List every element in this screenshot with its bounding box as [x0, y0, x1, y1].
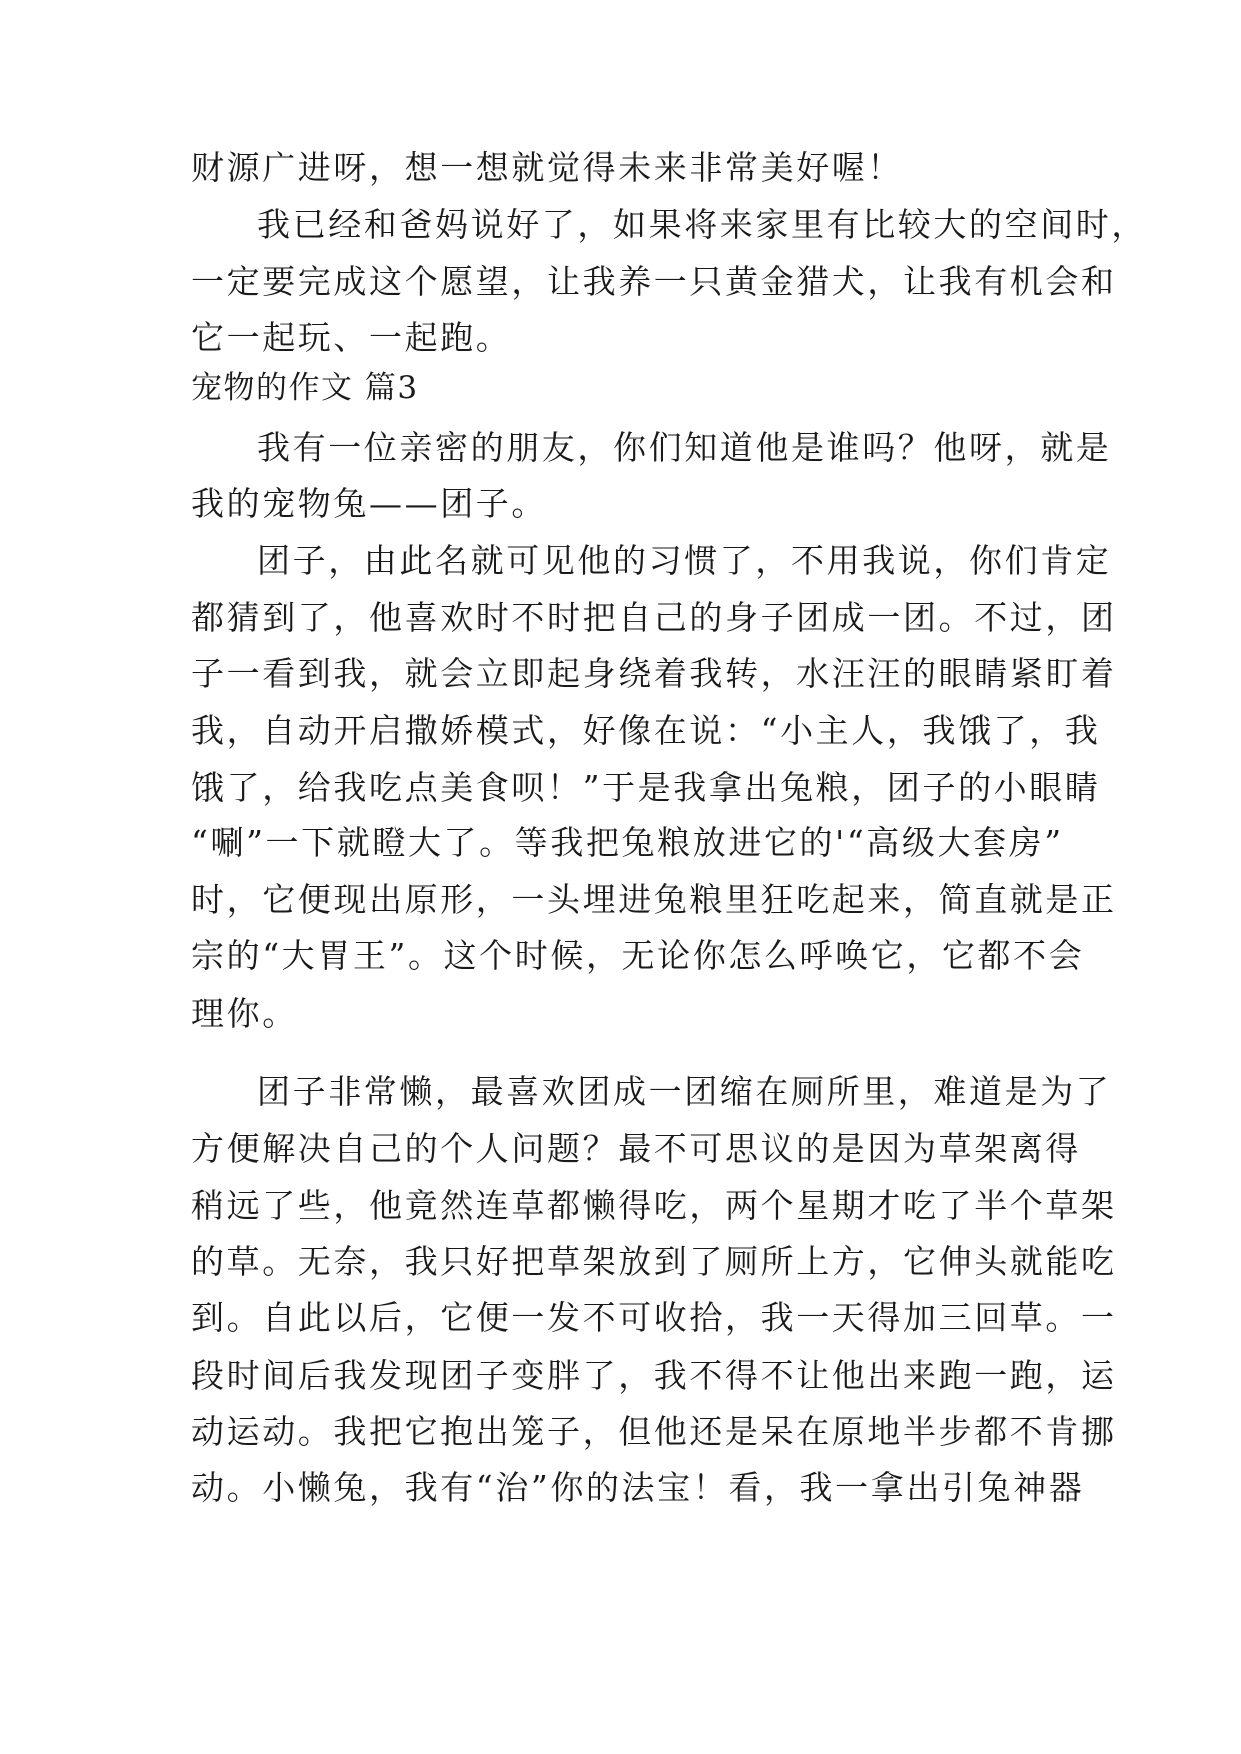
text-line: 动运动。我把它抱出笼子，但他还是呆在原地半步都不肯挪 — [191, 1412, 1117, 1451]
text-line: 一定要完成这个愿望，让我养一只黄金猎犬，让我有机会和 — [191, 262, 1117, 301]
section-heading: 宠物的作文 篇3 — [191, 370, 419, 406]
text-line: 理你。 — [191, 994, 298, 1033]
text-line: 动。小懒兔，我有“治”你的法宝！看，我一拿出引兔神器 — [191, 1468, 1085, 1507]
text-line: 宗的“大胃王”。这个时候，无论你怎么呼唤它，它都不会 — [191, 936, 1085, 975]
text-line: 我，自动开启撒娇模式，好像在说：“小主人，我饿了，我 — [191, 711, 1101, 750]
text-line: 我的宠物兔——团子。 — [191, 484, 547, 523]
text-line: “唰”一下就瞪大了。等我把兔粮放进它的'“高级大套房” — [191, 823, 1064, 862]
text-line: 它一起玩、一起跑。 — [191, 318, 512, 357]
text-line: 我有一位亲密的朋友，你们知道他是谁吗？他呀，就是 — [257, 428, 1112, 467]
text-line: 我已经和爸妈说好了，如果将来家里有比较大的空间时， — [257, 205, 1147, 244]
text-line: 段时间后我发现团子变胖了，我不得不让他出来跑一跑，运 — [191, 1356, 1117, 1395]
text-line: 团子，由此名就可见他的习惯了，不用我说，你们肯定 — [257, 541, 1112, 580]
text-line: 饿了，给我吃点美食呗！”于是我拿出兔粮，团子的小眼睛 — [191, 768, 1101, 807]
text-line: 时，它便现出原形，一头埋进兔粮里狂吃起来，简直就是正 — [191, 880, 1117, 919]
text-line: 财源广进呀，想一想就觉得未来非常美好喔！ — [191, 148, 903, 187]
text-line: 方便解决自己的个人问题？最不可思议的是因为草架离得 — [191, 1129, 1081, 1168]
text-line: 都猜到了，他喜欢时不时把自己的身子团成一团。不过，团 — [191, 598, 1117, 637]
text-line: 稍远了些，他竟然连草都懒得吃，两个星期才吃了半个草架 — [191, 1186, 1117, 1225]
text-line: 团子非常懒，最喜欢团成一团缩在厕所里，难道是为了 — [257, 1072, 1112, 1111]
text-line: 子一看到我，就会立即起身绕着我转，水汪汪的眼睛紧盯着 — [191, 654, 1117, 693]
text-line: 的草。无奈，我只好把草架放到了厕所上方，它伸头就能吃 — [191, 1242, 1117, 1281]
text-line: 到。自此以后，它便一发不可收拾，我一天得加三回草。一 — [191, 1298, 1117, 1337]
